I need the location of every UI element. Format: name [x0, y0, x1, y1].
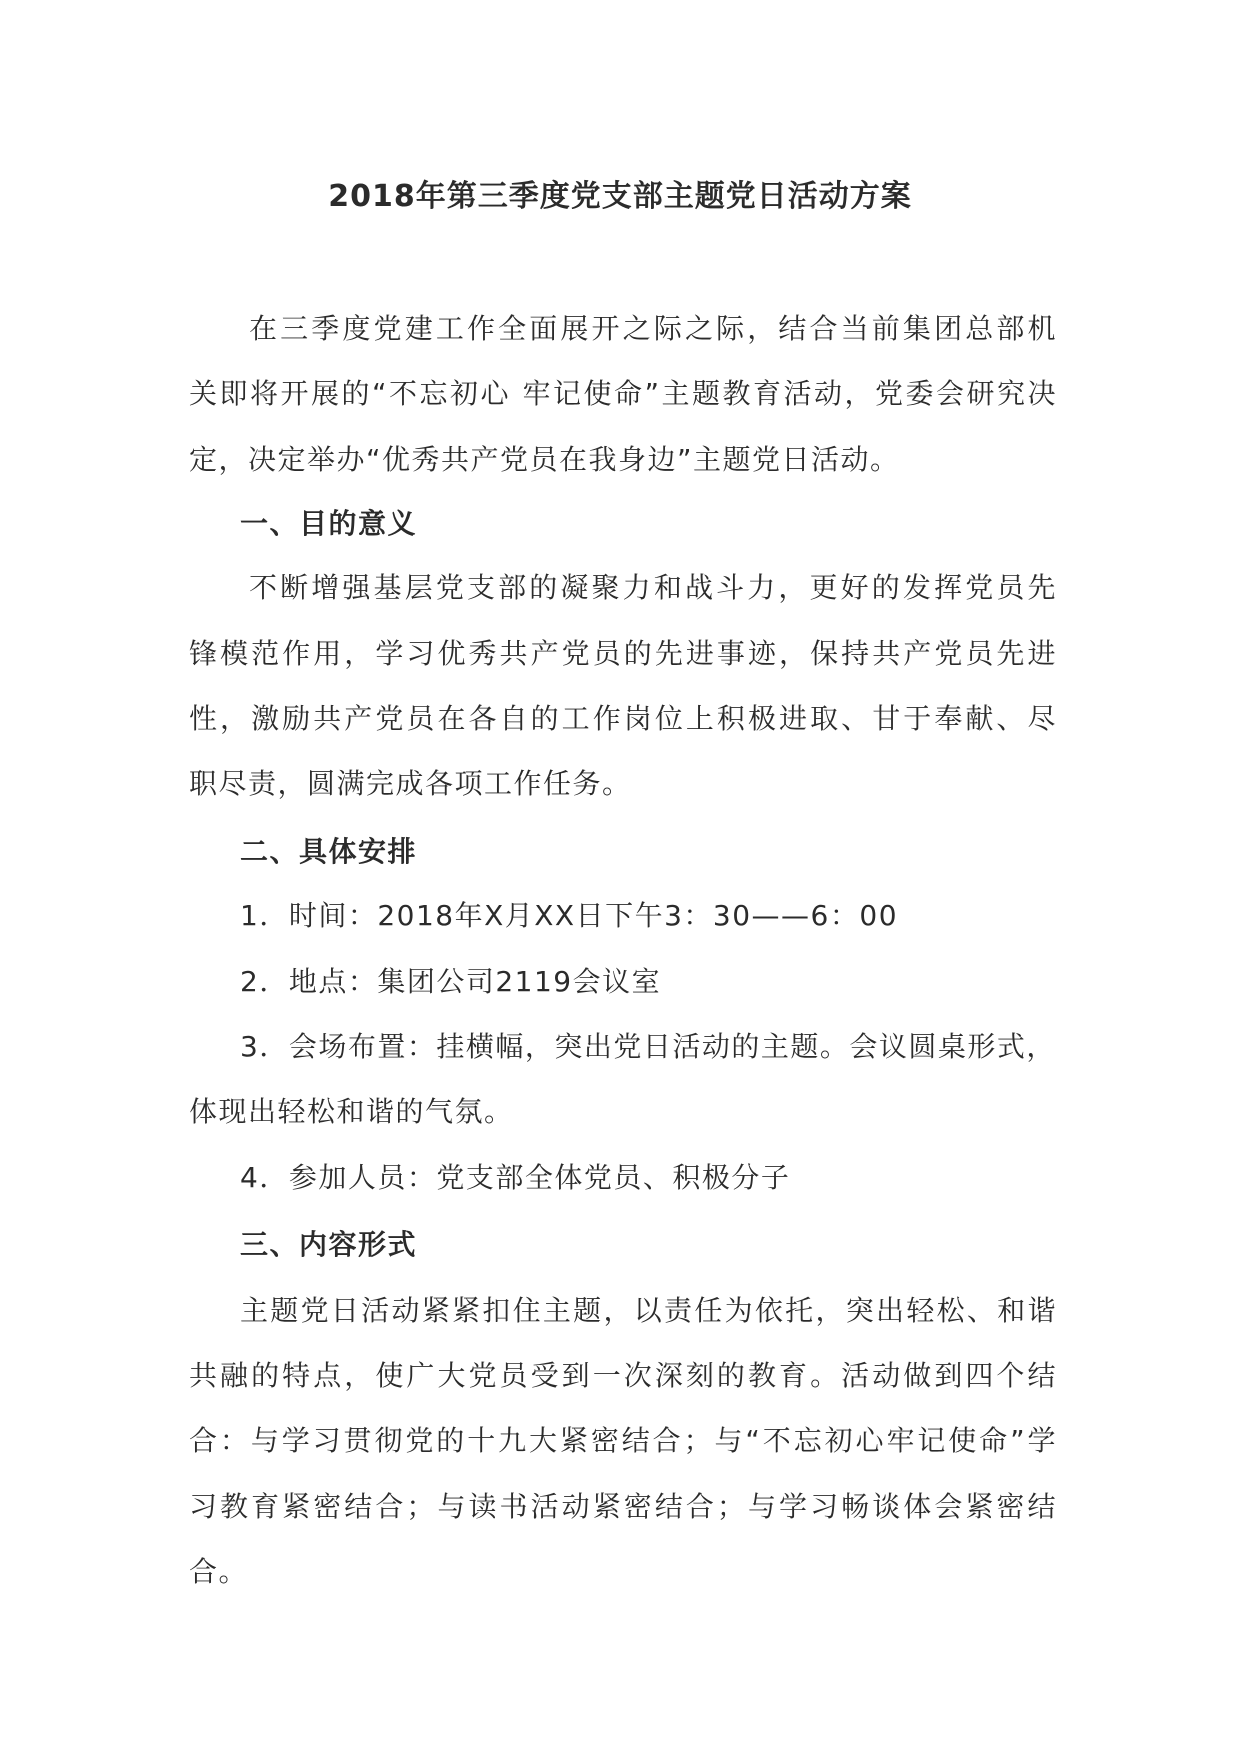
arrangement-item-venue: 3．会场布置：挂横幅，突出党日活动的主题。会议圆桌形式，: [240, 1030, 1056, 1063]
content-paragraph-line: 主题党日活动紧紧扣住主题，以责任为依托，突出轻松、和谐: [240, 1294, 1057, 1327]
purpose-paragraph-line: 锋模范作用，学习优秀共产党员的先进事迹，保持共产党员先进: [189, 637, 1057, 670]
content-paragraph-line: 共融的特点，使广大党员受到一次深刻的教育。活动做到四个结: [189, 1359, 1057, 1392]
arrangement-item-participants: 4．参加人员：党支部全体党员、积极分子: [240, 1161, 791, 1194]
section-heading-purpose: 一、目的意义: [240, 507, 418, 540]
intro-paragraph-line: 关即将开展的“不忘初心 牢记使命”主题教育活动，党委会研究决: [189, 377, 1057, 410]
section-heading-arrangement: 二、具体安排: [240, 835, 418, 868]
document-title: 2018年第三季度党支部主题党日活动方案: [328, 179, 912, 214]
content-paragraph-line: 合：与学习贯彻党的十九大紧密结合；与“不忘初心牢记使命”学: [189, 1424, 1057, 1457]
purpose-paragraph-line: 不断增强基层党支部的凝聚力和战斗力，更好的发挥党员先: [249, 571, 1057, 604]
intro-paragraph-line: 定，决定举办“优秀共产党员在我身边”主题党日活动。: [189, 443, 900, 476]
content-paragraph-line: 习教育紧密结合；与读书活动紧密结合；与学习畅谈体会紧密结: [189, 1490, 1057, 1523]
purpose-paragraph-line: 性，激励共产党员在各自的工作岗位上积极进取、甘于奉献、尽: [189, 702, 1057, 735]
intro-paragraph-line: 在三季度党建工作全面展开之际之际，结合当前集团总部机: [249, 312, 1057, 345]
arrangement-item-venue-cont: 体现出轻松和谐的气氛。: [189, 1095, 514, 1128]
arrangement-item-location: 2．地点：集团公司2119会议室: [240, 965, 662, 998]
section-heading-content: 三、内容形式: [240, 1228, 418, 1261]
arrangement-item-time: 1．时间：2018年X月XX日下午3：30——6：00: [240, 899, 899, 932]
content-paragraph-line: 合。: [189, 1555, 249, 1588]
purpose-paragraph-line: 职尽责，圆满完成各项工作任务。: [189, 767, 632, 800]
